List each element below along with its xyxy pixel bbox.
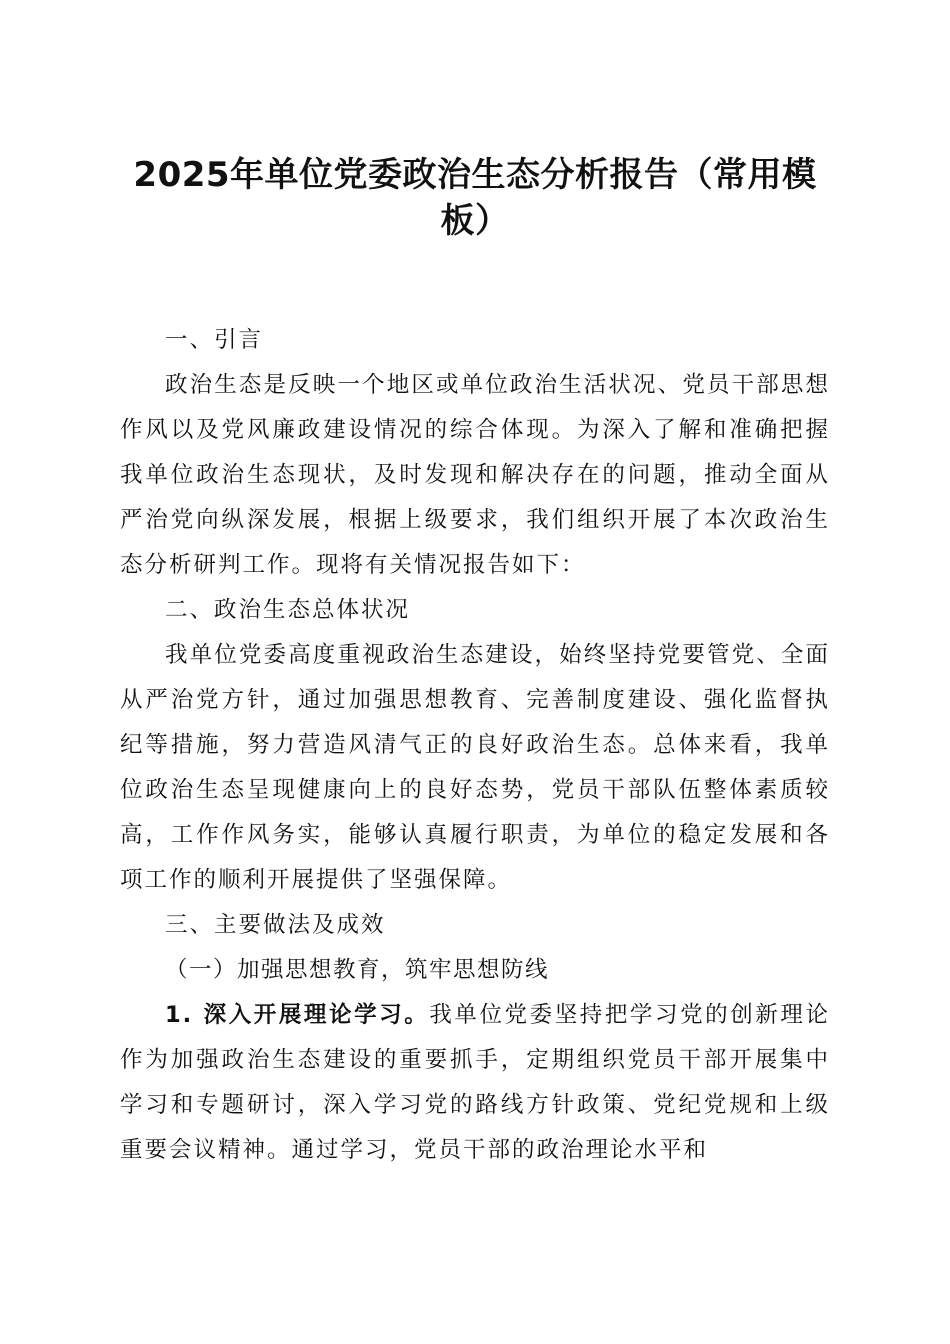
paragraph-lead-theory-study: 1. 深入开展理论学习。 bbox=[165, 1002, 430, 1028]
paragraph-introduction: 政治生态是反映一个地区或单位政治生活状况、党员干部思想作风以及党风廉政建设情况的综合体现。为深入了解和准确把握我单位政治生态现状，及时发现和解决存在的问题，推动全面从严治党向纵深发展，根据上级要求，我们组织开展了本次政治生态分析研判工作。现将有关情况报告如下： bbox=[120, 372, 830, 578]
document-body bbox=[120, 318, 830, 1173]
subsection-heading-ideological-education: （一）加强思想教育，筑牢思想防线 bbox=[165, 957, 550, 983]
paragraph-theory-study bbox=[120, 993, 830, 1173]
section-heading-overall-status: 二、政治生态总体状况 bbox=[165, 597, 411, 623]
document-title: 2025年单位党委政治生态分析报告（常用模板） bbox=[133, 155, 817, 241]
paragraph-overall-status: 我单位党委高度重视政治生态建设，始终坚持党要管党、全面从严治党方针，通过加强思想教育、完善制度建设、强化监督执纪等措施，努力营造风清气正的良好政治生态。总体来看，我单位政治生态呈现健康向上的良好态势，党员干部队伍整体素质较高，工作作风务实，能够认真履行职责，为单位的稳定发展和各项工作的顺利开展提供了坚强保障。 bbox=[120, 642, 830, 893]
paragraph-text-theory-study: 我单位党委坚持把学习党的创新理论作为加强政治生态建设的重要抓手，定期组织党员干部开展集中学习和专题研讨，深入学习党的路线方针政策、党纪党规和上级重要会议精神。通过学习，党员干部的政治理论水平和 bbox=[120, 1002, 830, 1163]
section-heading-practices: 三、主要做法及成效 bbox=[165, 912, 386, 938]
section-heading-introduction: 一、引言 bbox=[165, 327, 264, 353]
